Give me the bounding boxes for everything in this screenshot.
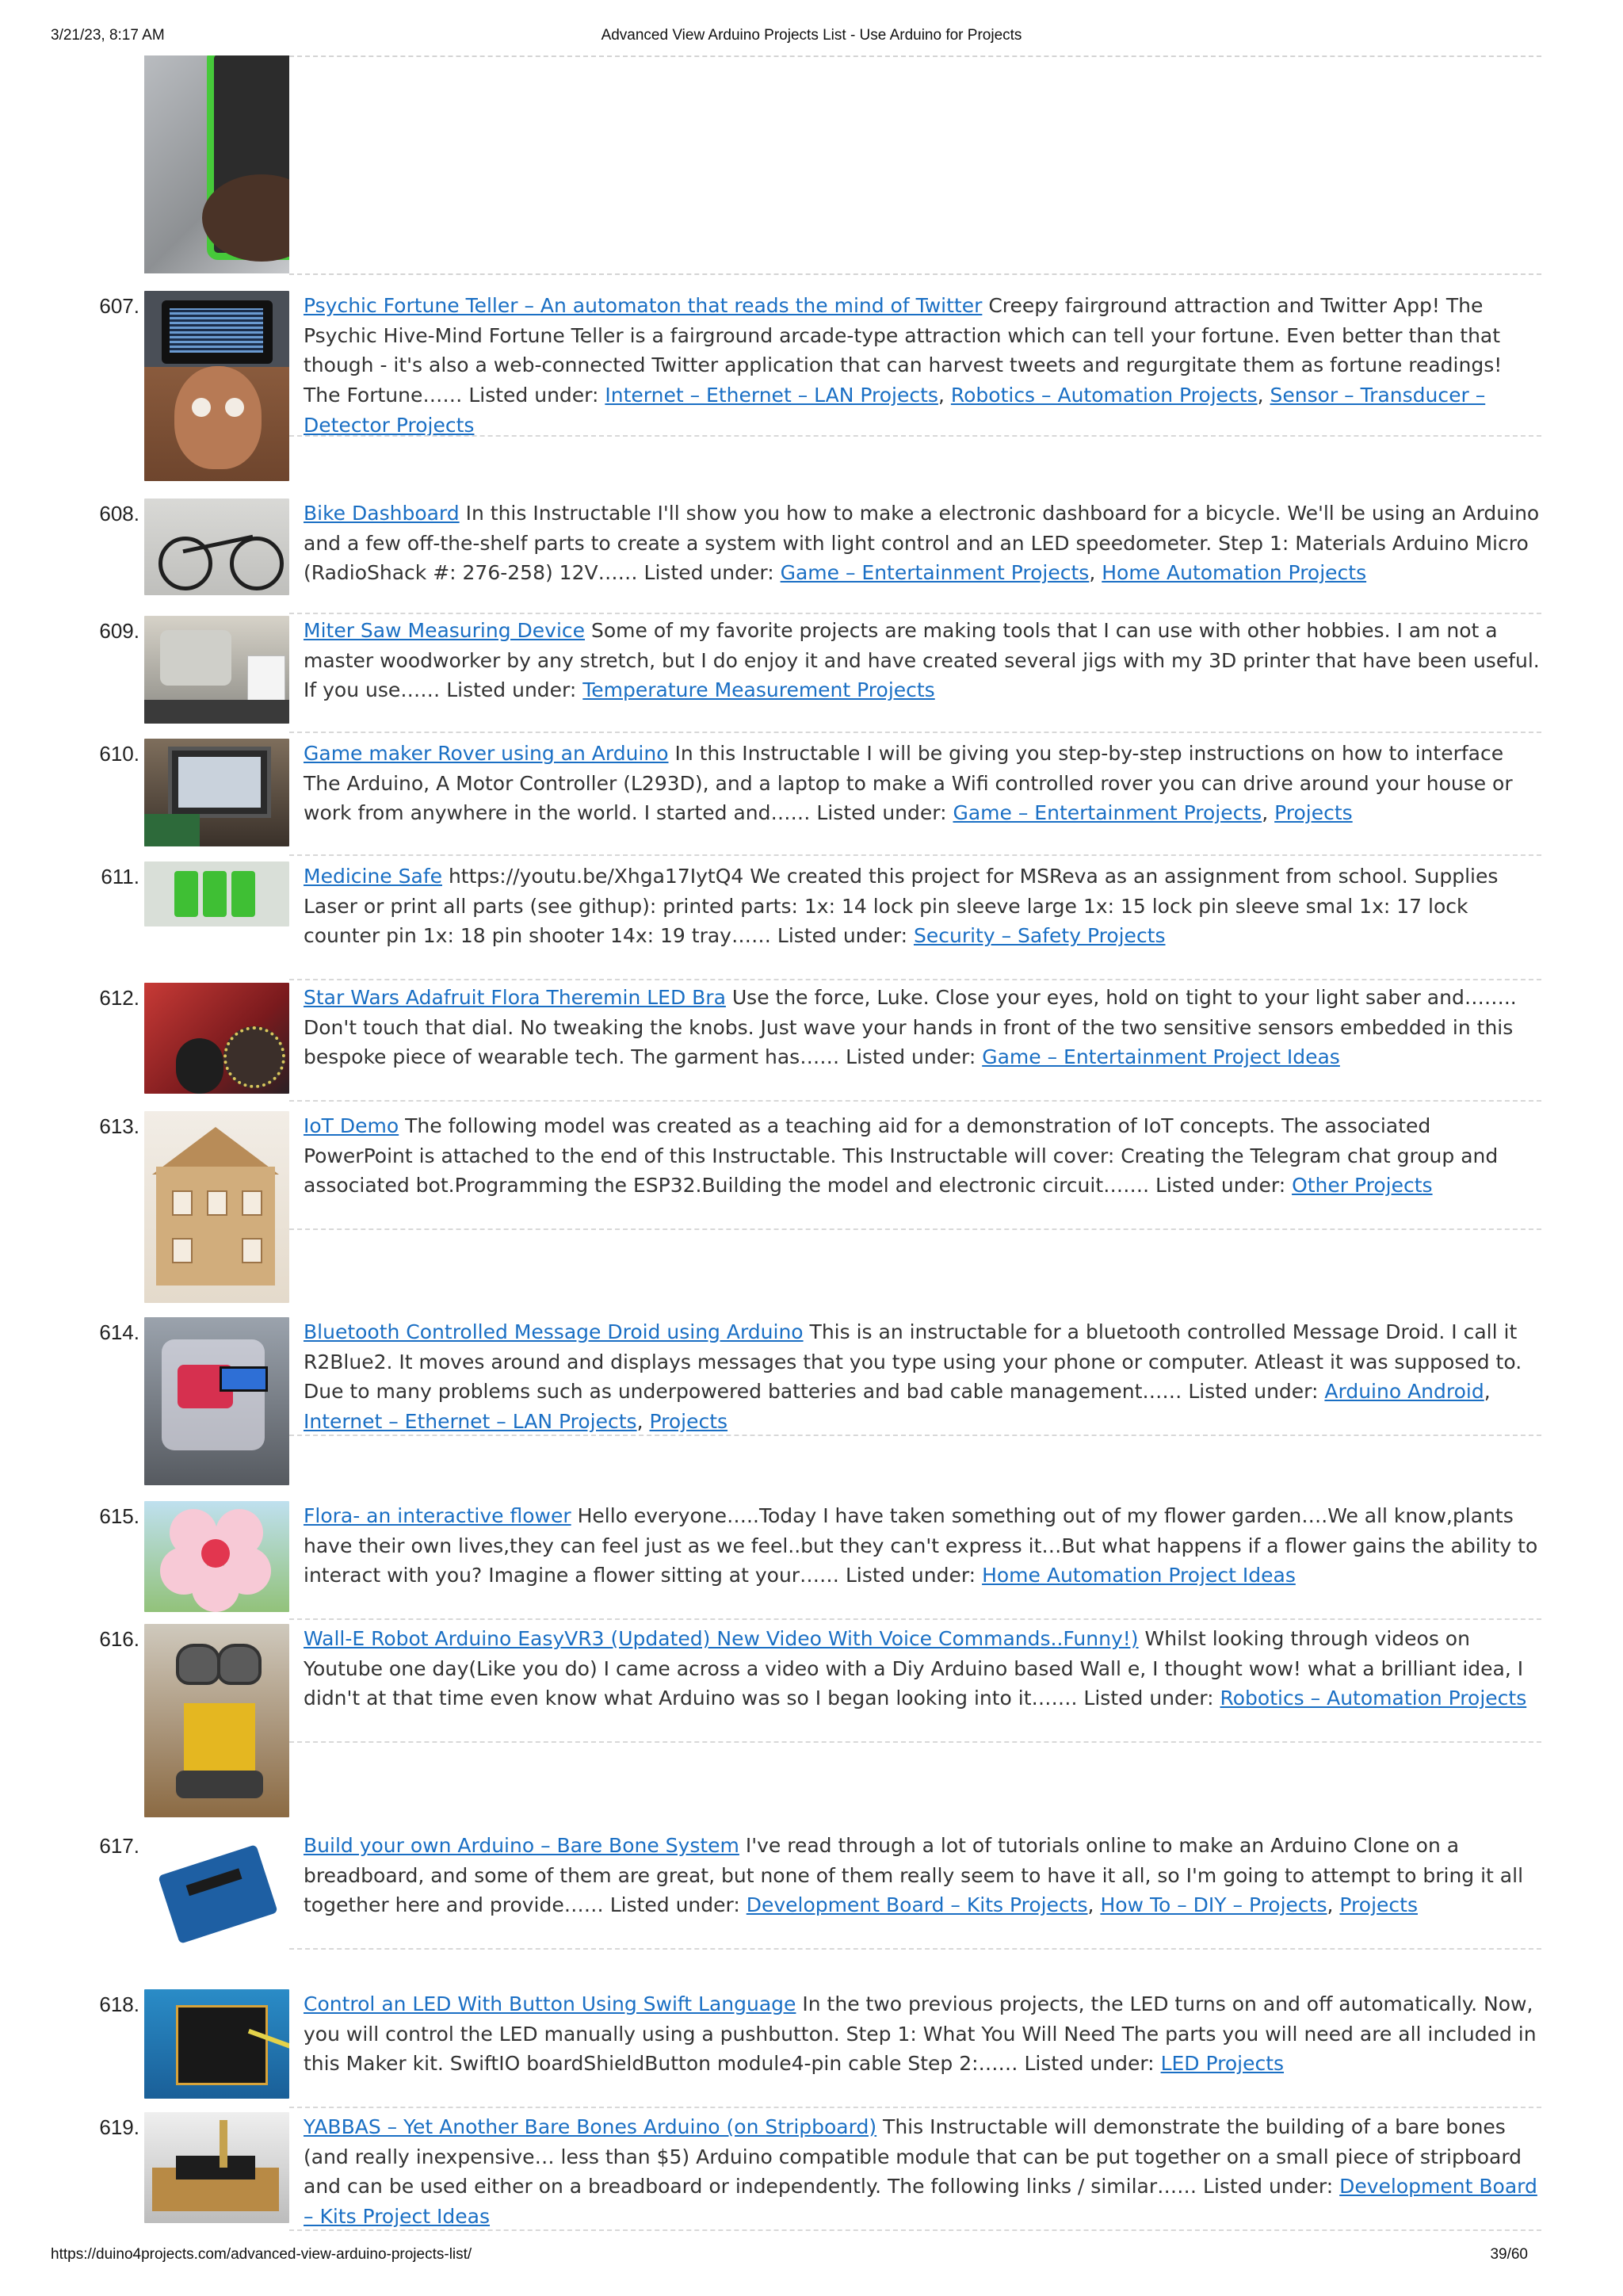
category-link[interactable]: Robotics – Automation Projects (950, 384, 1258, 407)
divider (289, 2107, 1541, 2108)
item-number: 615. (99, 1504, 139, 1528)
project-title-link[interactable]: IoT Demo (304, 1114, 399, 1137)
project-thumbnail[interactable] (144, 291, 289, 481)
category-link[interactable]: Other Projects (1292, 1174, 1433, 1198)
project-title-link[interactable]: Control an LED With Button Using Swift Language (304, 1992, 796, 2015)
item-number: 609. (99, 619, 139, 643)
project-thumbnail[interactable] (144, 1317, 289, 1485)
item-number: 610. (99, 742, 139, 766)
category-link[interactable]: Internet – Ethernet – LAN Projects (304, 1410, 637, 1434)
item-number: 614. (99, 1320, 139, 1344)
category-link[interactable]: Sensor – Transducer – Detector Projects (304, 384, 1486, 437)
project-description: https://youtu.be/Xhga17IytQ4 We created this project for MSReva as an assignment from school. Supplies Laser or print all parts (see githup): printed parts: 1x: 14 lock pin sleeve large 1x: 15 lock pin sleeve smal 1x: 17 lock counter pin 1x: 18 pin shooter 14x: 19 tray…… Listed under: (304, 865, 1499, 948)
project-description: This Instructable will demonstrate the building of a bare bones (and really inexpensive… less than $5) Arduino compatible module that can be put together on a small piece of stripboard and can be used either on a breadboard or independently. The following links / similar…… Listed under: (304, 2115, 1522, 2199)
project-description: Hello everyone…..Today I have taken something out of my flower garden….We all know,plants have their own lives,they can feel just as we feel..but they can't express it…But what happens if a flower gains the ability to interact with you? Imagine a flower sitting at your…… Listed under: (304, 1504, 1538, 1587)
project-description: In the two previous projects, the LED turns on and off automatically. Now, you will control the LED manually using a pushbutton. Step 1: What You Will Need The parts you will need are all included in this Maker kit. SwiftIO boardShieldButton module4-pin cable Step 2:…… Listed under: (304, 1992, 1537, 2076)
divider (289, 2229, 1541, 2231)
category-link[interactable]: Development Board – Kits Project Ideas (304, 2175, 1537, 2229)
project-thumbnail[interactable] (144, 739, 289, 846)
category-link[interactable]: Projects (1274, 801, 1353, 825)
divider (289, 273, 1541, 275)
item-text: Bluetooth Controlled Message Droid using Arduino This is an instructable for a bluetooth controlled Message Droid. I call it R2Blue2. It moves around and displays messages that you type using your phone or computer. Atleast it was supposed to. Due to many problems such as underpowered batteries and bad cable management…… Listed under: Arduino Android, Internet – Ethernet – LAN Projects, Projects (304, 1320, 1522, 1434)
project-thumbnail[interactable] (144, 1831, 289, 1954)
divider (289, 1100, 1541, 1102)
print-datetime: 3/21/23, 8:17 AM (51, 27, 165, 44)
category-link[interactable]: Arduino Android (1324, 1380, 1484, 1404)
project-thumbnail[interactable] (144, 1501, 289, 1612)
project-title-link[interactable]: Wall-E Robot Arduino EasyVR3 (Updated) New Video With Voice Commands..Funny!) (304, 1627, 1139, 1650)
divider (289, 1948, 1541, 1950)
divider (289, 1228, 1541, 1230)
project-description: I've read through a lot of tutorials online to make an Arduino Clone on a breadboard, and some of them are great, but none of them really seem to have it all, so I'm going to attempt to bring it all together here and provide…… Listed under: (304, 1834, 1524, 1917)
item-text (304, 861, 1540, 951)
project-title-link[interactable]: Flora- an interactive flower (304, 1504, 571, 1527)
page-number: 39/60 (1490, 2246, 1528, 2263)
project-description: The following model was created as a teaching aid for a demonstration of IoT concepts. The associated PowerPoint is attached to the end of this Instructable. This Instructable will cover: Creating the Telegram chat group and associated bot.Programming the ESP32.Building the model and electronic circuit……. Listed under: (304, 1114, 1499, 1198)
category-link[interactable]: Game – Entertainment Projects (953, 801, 1262, 825)
category-link[interactable]: Security – Safety Projects (913, 924, 1166, 948)
category-link[interactable]: Game – Entertainment Project Ideas (982, 1045, 1340, 1069)
project-title-link[interactable]: Star Wars Adafruit Flora Theremin LED Bra (304, 986, 726, 1009)
project-title-link[interactable]: Miter Saw Measuring Device (304, 619, 586, 642)
divider (289, 854, 1541, 856)
project-title-link[interactable]: Psychic Fortune Teller – An automaton that reads the mind of Twitter (304, 294, 983, 317)
item-number: 608. (99, 502, 139, 525)
category-link[interactable]: Robotics – Automation Projects (1220, 1687, 1527, 1710)
divider (289, 1435, 1541, 1436)
divider (289, 732, 1541, 733)
project-description: Whilst looking through videos on Youtube one day(Like you do) I came across a video with a Diy Arduino based Wall e, I thought wow! what a brilliant idea, I didn't at that time even know what Arduino was so I began looking into it……. Listed under: (304, 1627, 1524, 1710)
category-link[interactable]: Game – Entertainment Projects (780, 561, 1090, 585)
project-thumbnail[interactable] (144, 861, 289, 926)
project-description: In this Instructable I will be giving you step-by-step instructions on how to interface The Arduino, A Motor Controller (L293D), and a laptop to make a Wifi controlled rover you can drive around your house or work from anywhere in the world. I started and…… Listed under: (304, 742, 1513, 825)
divider (289, 55, 1541, 57)
print-footer (51, 2246, 1572, 2270)
category-link[interactable]: How To – DIY – Projects (1100, 1893, 1327, 1917)
project-description: In this Instructable I'll show you how to make a electronic dashboard for a bicycle. We'll be using an Arduino and a few off-the-shelf parts to create a system with light control and an LED speedometer. Step 1: Materials Arduino Micro (RadioShack #: 276-258) 12V…… Listed under: (304, 502, 1540, 585)
item-text (304, 2112, 1540, 2232)
project-thumbnail[interactable] (144, 499, 289, 595)
print-page-title: Advanced View Arduino Projects List - Use Arduino for Projects (601, 27, 1022, 44)
item-text: Build your own Arduino – Bare Bone System I've read through a lot of tutorials online to make an Arduino Clone on a breadboard, and some of them are great, but none of them really seem to have it all, so I'm going to attempt to bring it all together here and provide…… Listed under: Development Board – Kits Projects, How To – DIY – Projects, Projects (304, 1834, 1524, 1917)
category-link[interactable]: Internet – Ethernet – LAN Projects (605, 384, 938, 407)
item-text (304, 1111, 1540, 1201)
divider (289, 435, 1541, 437)
divider (289, 613, 1541, 614)
print-url: https://duino4projects.com/advanced-view-arduino-projects-list/ (51, 2246, 472, 2263)
divider (289, 979, 1541, 980)
item-number: 618. (99, 1992, 139, 2016)
category-link[interactable]: Home Automation Project Ideas (982, 1564, 1296, 1587)
project-thumbnail[interactable] (144, 1111, 289, 1303)
project-thumbnail[interactable] (144, 2112, 289, 2223)
divider (289, 1741, 1541, 1743)
item-text: Game maker Rover using an Arduino In this Instructable I will be giving you step-by-step instructions on how to interface The Arduino, A Motor Controller (L293D), and a laptop to make a Wifi controlled rover you can drive around your house or work from anywhere in the world. I started and…… Listed under: Game – Entertainment Projects, Projects (304, 742, 1513, 825)
item-number: 617. (99, 1834, 139, 1858)
category-link[interactable]: Temperature Measurement Projects (582, 678, 935, 702)
category-link[interactable]: Home Automation Projects (1102, 561, 1367, 585)
project-title-link[interactable]: Game maker Rover using an Arduino (304, 742, 669, 765)
category-link[interactable]: Projects (649, 1410, 728, 1434)
item-text (304, 1501, 1540, 1591)
project-description: Creepy fairground attraction and Twitter App! The Psychic Hive-Mind Fortune Teller is a fairground arcade-type attraction which can tell your fortune. Even better than that though - it's also a web-connected Twitter application that can harvest tweets and regurgitate them as fortune readings! The Fortune…… Listed under: (304, 294, 1503, 407)
project-title-link[interactable]: Bluetooth Controlled Message Droid using Arduino (304, 1320, 804, 1343)
item-number: 619. (99, 2115, 139, 2139)
item-number: 611. (101, 865, 139, 888)
project-thumbnail[interactable] (144, 1624, 289, 1817)
item-text (304, 1624, 1540, 1713)
project-description: Use the force, Luke. Close your eyes, hold on tight to your light saber and…….. Don't touch that dial. No tweaking the knobs. Just wave your hands in front of the two sensitive sensors embedded in this bespoke piece of wearable tech. The garment has…… Listed under: (304, 986, 1517, 1069)
category-link[interactable]: Development Board – Kits Projects (746, 1893, 1088, 1917)
project-title-link[interactable]: Bike Dashboard (304, 502, 460, 525)
item-text (304, 616, 1540, 705)
item-text (304, 1989, 1540, 2079)
divider (289, 1618, 1541, 1620)
item-number: 613. (99, 1114, 139, 1138)
project-thumbnail[interactable] (144, 616, 289, 724)
item-text: Bike Dashboard In this Instructable I'll show you how to make a electronic dashboard for a bicycle. We'll be using an Arduino and a few off-the-shelf parts to create a system with light control and an LED speedometer. Step 1: Materials Arduino Micro (RadioShack #: 276-258) 12V…… Listed under: Game – Entertainment Projects, Home Automation Projects (304, 502, 1540, 585)
print-header (51, 27, 1572, 51)
project-title-link[interactable]: Medicine Safe (304, 865, 442, 888)
project-thumbnail[interactable] (144, 983, 289, 1094)
item-text (304, 983, 1540, 1072)
item-number: 616. (99, 1627, 139, 1651)
category-link[interactable]: LED Projects (1160, 2052, 1285, 2076)
project-description: This is an instructable for a bluetooth controlled Message Droid. I call it R2Blue2. It moves around and displays messages that you type using your phone or computer. Atleast it was supposed to. Due to many problems such as underpowered batteries and bad cable management…… Listed under: (304, 1320, 1522, 1404)
item-number: 607. (99, 294, 139, 318)
project-title-link[interactable]: YABBAS – Yet Another Bare Bones Arduino (on Stripboard) (304, 2115, 877, 2138)
item-text: Psychic Fortune Teller – An automaton that reads the mind of Twitter Creepy fairground attraction and Twitter App! The Psychic Hive-Mind Fortune Teller is a fairground arcade-type attraction which can tell your fortune. Even better than that though - it's also a web-connected Twitter application that can harvest tweets and regurgitate them as fortune readings! The Fortune…… Listed under: Internet – Ethernet – LAN Projects, Robotics – Automation Projects, Sensor – Transducer – Detector Projects (304, 294, 1503, 437)
entry-606-thumbnail[interactable] (144, 55, 289, 273)
project-thumbnail[interactable] (144, 1989, 289, 2099)
category-link[interactable]: Projects (1339, 1893, 1418, 1917)
project-title-link[interactable]: Build your own Arduino – Bare Bone System (304, 1834, 739, 1857)
project-description: Some of my favorite projects are making tools that I can use with other hobbies. I am not a master woodworker by any stretch, but I do enjoy it and have created several jigs with my 3D printer that have been useful. If you use…… Listed under: (304, 619, 1540, 702)
item-number: 612. (99, 986, 139, 1010)
